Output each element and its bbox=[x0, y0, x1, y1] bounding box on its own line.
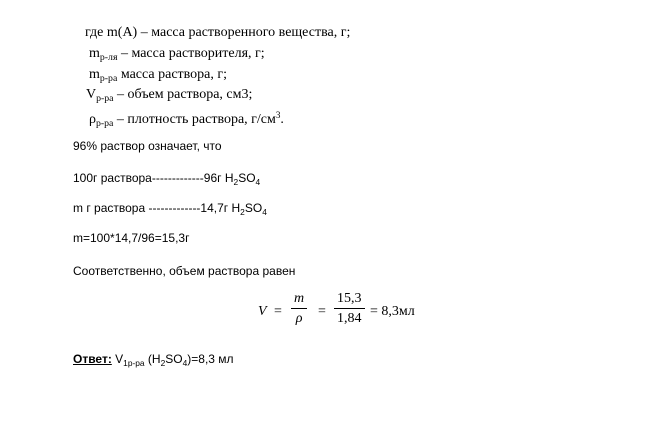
formula-equals-2: = bbox=[318, 304, 326, 319]
definition-subscript: р-ра bbox=[99, 73, 118, 84]
formula-numerator: 15,3 bbox=[334, 291, 365, 309]
definition-prefix: где bbox=[85, 25, 107, 40]
formula-result: = 8,3мл bbox=[370, 304, 415, 319]
definition-text: – объем раствора, см3; bbox=[113, 87, 253, 102]
definition-line-3 bbox=[89, 66, 227, 87]
definition-text: – масса растворенного вещества, г; bbox=[137, 25, 351, 40]
definition-text: масса раствора, г; bbox=[117, 67, 228, 82]
calculation-line: m=100*14,7/96=15,3г bbox=[73, 231, 190, 245]
proportion-text: m г раствора -------------14,7г H bbox=[73, 201, 241, 215]
formula-rho: ρ bbox=[295, 311, 303, 326]
subscript: 2 bbox=[240, 207, 245, 217]
formula-fraction-values bbox=[334, 291, 365, 327]
formula-v: V bbox=[258, 304, 267, 319]
proportion-text: 100г раствора-------------96г H bbox=[73, 171, 234, 185]
definition-symbol: m bbox=[89, 46, 100, 61]
formula-equals-1: = bbox=[274, 304, 282, 319]
definition-subscript: р-ля bbox=[99, 52, 118, 63]
proportion-line-2 bbox=[73, 201, 267, 217]
formula-fraction-m-rho bbox=[291, 291, 307, 327]
definition-symbol: ρ bbox=[89, 112, 96, 127]
definition-line-4 bbox=[86, 86, 252, 107]
volume-intro-line: Соответственно, объем раствора равен bbox=[73, 264, 296, 278]
definition-tail: . bbox=[280, 112, 284, 127]
definition-symbol: m(A) bbox=[106, 25, 138, 40]
answer-text: (H bbox=[144, 352, 161, 366]
proportion-line-1 bbox=[73, 171, 260, 187]
answer-line bbox=[73, 352, 234, 368]
subscript: 4 bbox=[255, 177, 261, 187]
definition-symbol: m bbox=[89, 67, 100, 82]
definition-subscript: р-ра bbox=[96, 118, 114, 129]
definition-symbol: V bbox=[86, 87, 97, 102]
answer-text: SO bbox=[165, 352, 183, 366]
definition-line-1 bbox=[85, 24, 350, 41]
answer-value: )=8,3 мл bbox=[187, 352, 234, 366]
definition-superscript: 3 bbox=[275, 110, 281, 120]
proportion-text: SO bbox=[238, 171, 256, 185]
subscript: 2 bbox=[233, 177, 239, 187]
proportion-text: SO bbox=[244, 201, 263, 215]
answer-subscript: 4 bbox=[182, 358, 188, 368]
answer-text: V bbox=[111, 352, 124, 366]
definition-text: – плотность раствора, г/см bbox=[113, 112, 276, 127]
subscript: 4 bbox=[262, 207, 267, 217]
text-96-percent: 96% раствор означает, что bbox=[73, 139, 222, 153]
definition-text: – масса растворителя, г; bbox=[117, 46, 265, 61]
definition-subscript: р-ра bbox=[96, 93, 114, 104]
answer-label: Ответ: bbox=[73, 352, 112, 366]
answer-subscript: 1р-ра bbox=[123, 358, 145, 368]
definition-line-5 bbox=[89, 107, 284, 132]
formula-m: m bbox=[291, 291, 307, 309]
answer-subscript: 2 bbox=[160, 358, 166, 368]
definition-line-2 bbox=[89, 45, 265, 66]
formula-denominator: 1,84 bbox=[337, 311, 362, 326]
